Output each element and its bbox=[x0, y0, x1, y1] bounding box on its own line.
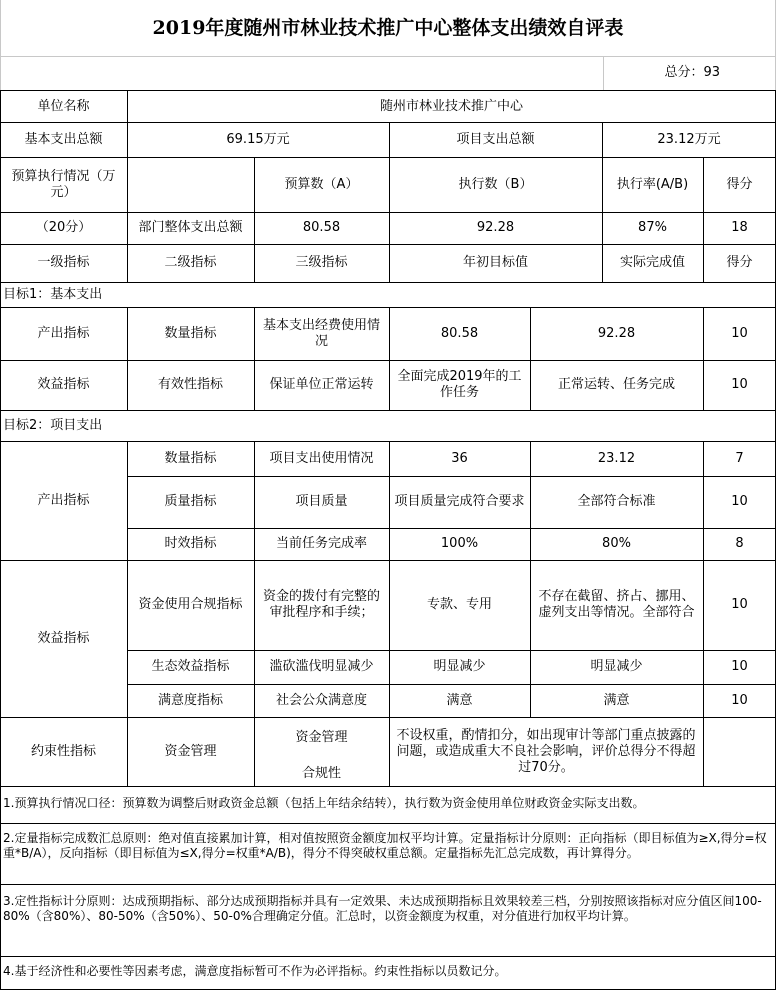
goal2-ben3-l2: 满意度指标 bbox=[157, 692, 223, 708]
goal2-out1-score: 7 bbox=[735, 450, 744, 466]
goal2-ben2-score: 10 bbox=[731, 659, 748, 674]
goal1-row1-target: 80.58 bbox=[440, 325, 479, 341]
budget-col-a: 预算数（A） bbox=[284, 176, 359, 192]
note-3: 3.定性指标计分原则：达成预期指标、部分达成预期指标并具有一定效果、未达成预期指标且效果较差三档，分别按照该指标对应分值区间100-80%（含80%）、80-50%（含50%）、50-0%合理确定分值。汇总时，以资金额度为权重，对分值进行加权平均计算。 bbox=[3, 894, 762, 923]
budget-score-label: （20分） bbox=[35, 220, 92, 235]
goal2-ben2-target: 明显减少 bbox=[433, 659, 486, 674]
goal2-ben2-l2: 生态效益指标 bbox=[151, 659, 230, 674]
goal2-ben2-actual: 明显减少 bbox=[590, 659, 643, 674]
rate-value: 87% bbox=[638, 220, 667, 235]
goal2-ben1-l3: 资金的拨付有完整的审批程序和手续； bbox=[262, 589, 380, 620]
goal2-out3-score: 8 bbox=[735, 536, 744, 551]
goal1-title: 目标1：基本支出 bbox=[3, 286, 103, 302]
basic-total-label: 基本支出总额 bbox=[24, 131, 103, 147]
goal2-out2-target: 项目质量完成符合要求 bbox=[394, 494, 525, 509]
goal1-row2-l1: 效益指标 bbox=[37, 377, 90, 392]
total-score: 总分：93 bbox=[664, 65, 720, 80]
header-l2: 二级指标 bbox=[164, 255, 217, 270]
goal2-out3-l2: 时效指标 bbox=[164, 536, 217, 551]
budget-value: 80.58 bbox=[302, 220, 341, 235]
goal2-out2-actual: 全部符合标准 bbox=[577, 494, 656, 509]
goal2-out1-l3: 项目支出使用情况 bbox=[269, 450, 374, 466]
budget-score-value: 18 bbox=[731, 220, 748, 235]
basic-total-value: 69.15万元 bbox=[226, 131, 290, 147]
goal2-out2-score: 10 bbox=[731, 494, 748, 509]
note-4: 4.基于经济性和必要性等因素考虑，满意度指标暂可不作为必评指标。约束性指标以员数记分。 bbox=[3, 964, 507, 978]
goal1-row2-l3: 保证单位正常运转 bbox=[269, 377, 374, 392]
goal2-out3-l3: 当前任务完成率 bbox=[275, 536, 367, 551]
goal2-ben1-target: 专款、专用 bbox=[426, 597, 492, 612]
goal2-out2-l3: 项目质量 bbox=[295, 494, 348, 509]
goal2-out1-target: 36 bbox=[451, 450, 468, 466]
note-1: 1.预算执行情况口径：预算数为调整后财政资金总额（包括上年结余结转），执行数为资金使用单位财政资金实际支出数。 bbox=[3, 796, 645, 810]
header-l3: 三级指标 bbox=[295, 255, 348, 270]
goal2-ben1-actual: 不存在截留、挤占、挪用、虚列支出等情况。全部符合 bbox=[538, 589, 695, 620]
budget-col-score: 得分 bbox=[726, 176, 753, 192]
goal1-row2-target: 全面完成2019年的工作任务 bbox=[397, 369, 522, 400]
goal2-output-label: 产出指标 bbox=[37, 492, 90, 508]
budget-row-label: 部门整体支出总额 bbox=[138, 220, 243, 235]
constraint-l1: 约束性指标 bbox=[30, 743, 96, 759]
header-l1: 一级指标 bbox=[37, 255, 90, 270]
project-total-label: 项目支出总额 bbox=[456, 131, 535, 147]
budget-col-b: 执行数（B） bbox=[458, 176, 533, 192]
constraint-l2: 资金管理 bbox=[164, 743, 217, 759]
goal1-row1-l1: 产出指标 bbox=[37, 325, 90, 341]
goal2-ben3-target: 满意 bbox=[446, 692, 473, 708]
constraint-desc: 不设权重，酌情扣分，如出现审计等部门重点披露的问题，或造成重大不良社会影响，评价总得分不得超过70分。 bbox=[396, 727, 696, 775]
goal1-row1-actual: 92.28 bbox=[597, 325, 636, 341]
goal1-row2-l2: 有效性指标 bbox=[157, 377, 223, 392]
goal1-row1-l2: 数量指标 bbox=[164, 325, 217, 341]
goal2-ben2-l3: 滥砍滥伐明显减少 bbox=[269, 659, 374, 674]
unit-label: 单位名称 bbox=[37, 98, 90, 114]
header-actual: 实际完成值 bbox=[619, 255, 685, 270]
goal2-ben3-actual: 满意 bbox=[603, 692, 630, 708]
unit-value: 随州市林业技术推广中心 bbox=[379, 98, 523, 114]
goal1-row1-l3: 基本支出经费使用情况 bbox=[262, 317, 380, 349]
note-2: 2.定量指标完成数汇总原则：绝对值直接累加计算，相对值按照资金额度加权平均计算。定量指标计分原则：正向指标（即目标值为≥X,得分=权重*B/A），反向指标（即目标值为≤X,得分=权重*A/B)，得分不得突破权重总额。定量指标先汇总完成数，再计算得分。 bbox=[3, 831, 767, 860]
budget-label: 预算执行情况（万元） bbox=[11, 168, 116, 200]
goal2-out1-l2: 数量指标 bbox=[164, 450, 217, 466]
goal2-out3-actual: 80% bbox=[602, 536, 631, 551]
goal2-out1-actual: 23.12 bbox=[597, 450, 636, 466]
goal1-row1-score: 10 bbox=[731, 325, 748, 341]
header-target: 年初目标值 bbox=[462, 255, 528, 270]
goal2-ben1-score: 10 bbox=[731, 597, 748, 612]
project-total-value: 23.12万元 bbox=[657, 131, 721, 147]
page-title: 2019年度随州市林业技术推广中心整体支出绩效自评表 bbox=[152, 17, 624, 39]
goal2-ben3-l3: 社会公众满意度 bbox=[275, 692, 367, 708]
goal2-title: 目标2：项目支出 bbox=[3, 417, 103, 433]
goal1-row2-score: 10 bbox=[731, 377, 748, 392]
constraint-l3a: 资金管理 bbox=[295, 730, 348, 745]
goal2-benefit-label: 效益指标 bbox=[37, 630, 90, 646]
constraint-l3b: 合规性 bbox=[301, 766, 341, 781]
header-score: 得分 bbox=[726, 255, 753, 270]
goal1-row2-actual: 正常运转、任务完成 bbox=[557, 377, 675, 392]
budget-col-rate: 执行率(A/B) bbox=[616, 176, 689, 192]
goal2-out3-target: 100% bbox=[440, 536, 479, 551]
exec-value: 92.28 bbox=[476, 220, 515, 235]
goal2-ben1-l2: 资金使用合规指标 bbox=[138, 597, 243, 612]
goal2-out2-l2: 质量指标 bbox=[164, 494, 217, 509]
goal2-ben3-score: 10 bbox=[731, 692, 748, 708]
